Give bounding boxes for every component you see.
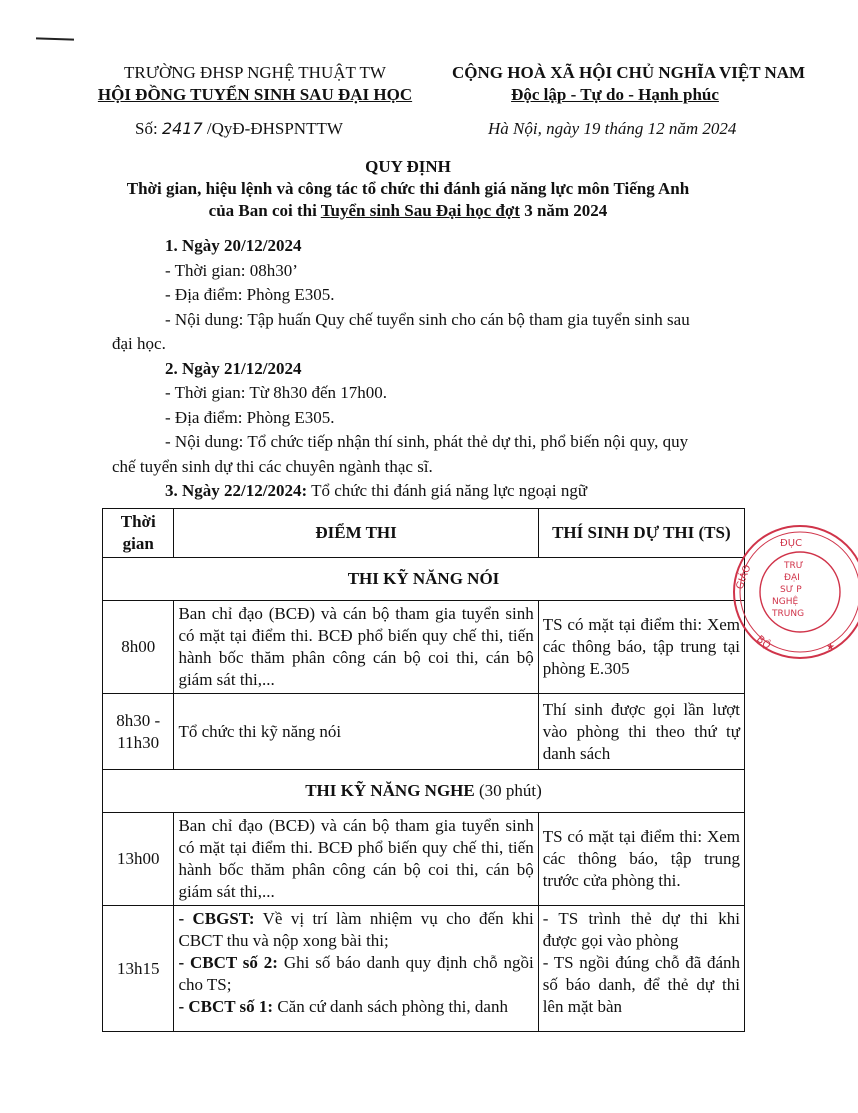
row-place: Ban chỉ đạo (BCĐ) và cán bộ tham gia tuyển sinh có mặt tại điểm thi. BCĐ phổ biến quy chế thi, tiến hành bốc thăm phân công cán bộ coi thi, cán bộ giám sát thi,... xyxy=(174,601,538,694)
section-1-content-wrap: đại học. xyxy=(112,334,166,353)
national-name: CỘNG HOÀ XÃ HỘI CHỦ NGHĨA VIỆT NAM xyxy=(452,63,806,82)
stamp-text-left: GIÁO xyxy=(734,563,754,592)
section-1-heading: 1. Ngày 20/12/2024 xyxy=(165,236,302,255)
national-motto: Độc lập - Tự do - Hạnh phúc xyxy=(511,85,719,104)
document-body xyxy=(112,234,742,504)
table-row xyxy=(103,906,745,1032)
section-2-place: - Địa điểm: Phòng E305. xyxy=(165,407,335,427)
stamp-center-4: NGHỆ xyxy=(772,597,799,607)
section-2-content: - Nội dung: Tổ chức tiếp nhận thí sinh, phát thẻ dự thi, phổ biến nội quy, quy xyxy=(165,432,689,451)
section-2-heading: 2. Ngày 21/12/2024 xyxy=(165,358,302,378)
row-place: Tổ chức thi kỹ năng nói xyxy=(174,694,538,770)
red-seal-stamp xyxy=(728,520,858,670)
row-candidate: Thí sinh được gọi lần lượt vào phòng thi theo thứ tự danh sách xyxy=(538,694,744,770)
row-candidate: TS có mặt tại điểm thi: Xem các thông báo, tập trung tại phòng E.305 xyxy=(538,601,744,694)
place-date: Hà Nội, ngày 19 tháng 12 năm 2024 xyxy=(488,119,737,138)
handwritten-number: 2417 xyxy=(161,119,203,138)
stamp-text-bottom: BỘ xyxy=(754,633,773,652)
listening-section-title: THI KỸ NĂNG NGHE (30 phút) xyxy=(103,770,745,813)
stamp-center-5: TRUNG xyxy=(772,609,805,619)
council-name: HỘI ĐỒNG TUYỂN SINH SAU ĐẠI HỌC xyxy=(97,85,413,104)
row-time: 8h00 xyxy=(103,601,174,694)
col-time-header: Thời gian xyxy=(103,509,174,558)
row-time: 13h00 xyxy=(103,813,174,906)
section-1-content: - Nội dung: Tập huấn Quy chế tuyển sinh cho cán bộ tham gia tuyển sinh sau xyxy=(165,309,690,329)
row-time: 13h15 xyxy=(103,906,174,1032)
listening-section-row xyxy=(103,770,745,813)
stamp-text-top: ĐỤC xyxy=(780,538,803,549)
col-candidate-header: THÍ SINH DỰ THI (TS) xyxy=(538,509,744,558)
section-2-content-wrap: chế tuyển sinh dự thi các chuyên ngành thạc sĩ. xyxy=(112,456,433,476)
section-2-time: - Thời gian: Từ 8h30 đến 17h00. xyxy=(165,383,388,402)
row-place: - CBGST: Về vị trí làm nhiệm vụ cho đến khi CBCT thu và nộp xong bài thi; - CBCT số 2: Ghi số báo danh quy định chỗ ngồi cho TS; - CBCT số 1: Căn cứ danh sách phòng thi, danh xyxy=(174,906,538,1032)
table-row xyxy=(103,694,745,770)
row-candidate: - TS trình thẻ dự thi khi được gọi vào phòng - TS ngồi đúng chỗ đã đánh số báo danh, để thẻ dự thi lên mặt bàn xyxy=(538,906,744,1032)
section-3-line: 3. Ngày 22/12/2024: Tổ chức thi đánh giá năng lực ngoại ngữ xyxy=(165,481,588,500)
row-candidate: TS có mặt tại điểm thi: Xem các thông báo, tập trung trước cửa phòng thi. xyxy=(538,813,744,906)
pen-mark xyxy=(36,37,74,40)
title-line-1: Thời gian, hiệu lệnh và công tác tổ chức thi đánh giá năng lực môn Tiếng Anh xyxy=(126,179,690,198)
table-header-row xyxy=(103,509,745,558)
speaking-section-title: THI KỸ NĂNG NÓI xyxy=(103,558,745,601)
document-title xyxy=(0,156,816,222)
section-1-place: - Địa điểm: Phòng E305. xyxy=(165,285,335,304)
national-header xyxy=(450,62,816,106)
school-name: TRƯỜNG ĐHSP NGHỆ THUẬT TW xyxy=(124,63,386,82)
stamp-center-1: TRƯ xyxy=(784,561,804,571)
issuer-header xyxy=(80,62,430,106)
star-icon: ★ xyxy=(826,642,835,653)
speaking-section-row xyxy=(103,558,745,601)
stamp-center-3: SƯ P xyxy=(780,585,802,595)
table-row xyxy=(103,813,745,906)
document-number: Số: 2417 /QyĐ-ĐHSPNTTW xyxy=(135,119,343,138)
row-time: 8h30 - 11h30 xyxy=(103,694,174,770)
title-heading: QUY ĐỊNH xyxy=(365,157,451,176)
schedule-table xyxy=(102,508,745,1032)
stamp-center-2: ĐẠI xyxy=(784,573,800,583)
row-place: Ban chỉ đạo (BCĐ) và cán bộ tham gia tuyển sinh có mặt tại điểm thi. BCĐ phổ biến quy chế thi, tiến hành bốc thăm phân công cán bộ coi thi, cán bộ giám sát thi,... xyxy=(174,813,538,906)
section-1-time: - Thời gian: 08h30’ xyxy=(165,260,298,280)
title-line-2: của Ban coi thi Tuyển sinh Sau Đại học đợt 3 năm 2024 xyxy=(208,201,608,220)
col-place-header: ĐIỂM THI xyxy=(174,509,538,558)
table-row xyxy=(103,601,745,694)
